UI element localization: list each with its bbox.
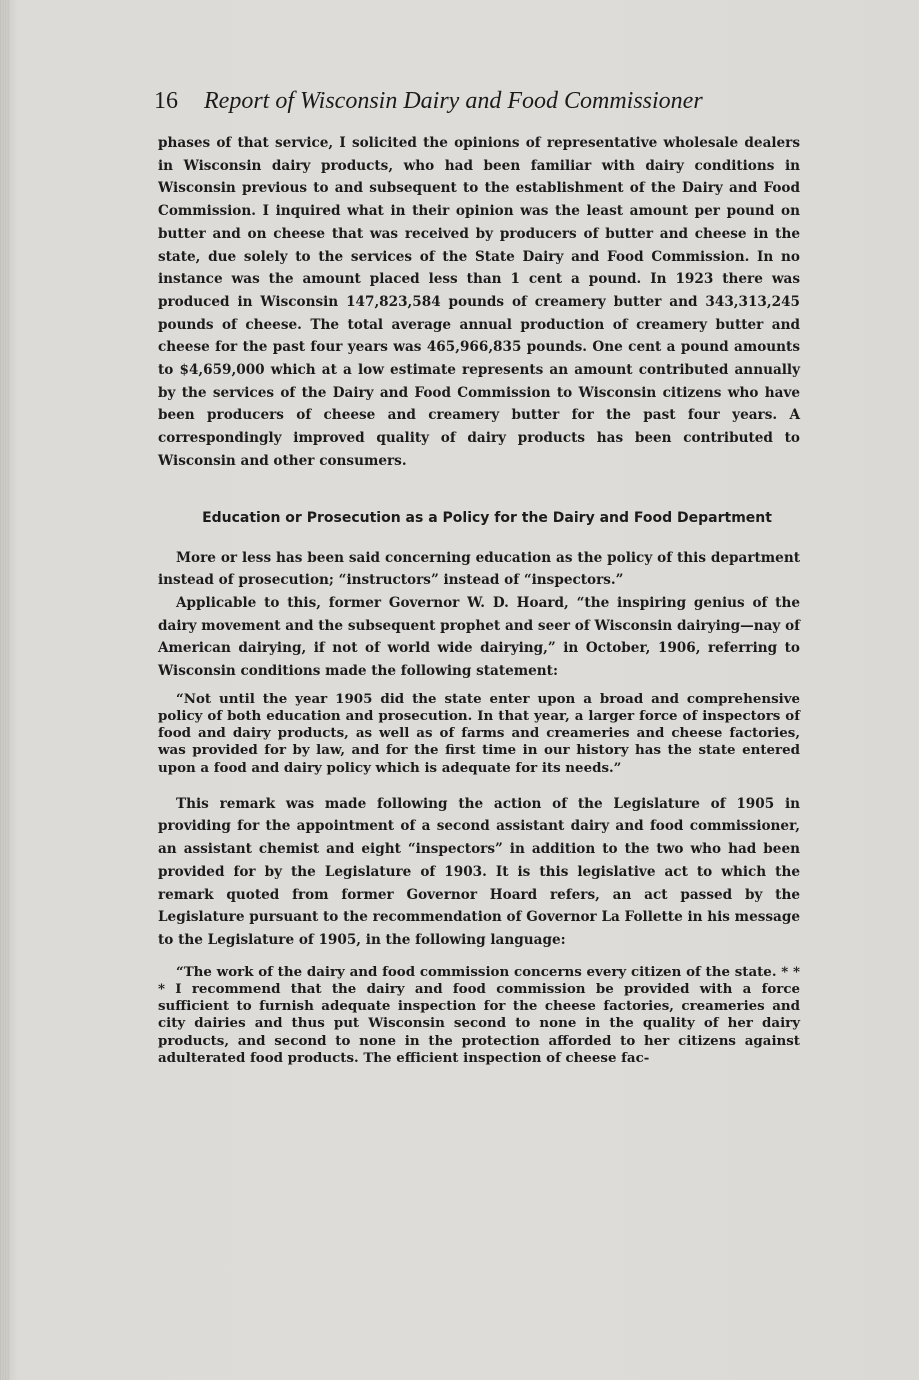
book-spine-edge	[0, 0, 10, 1380]
text-column	[154, 84, 800, 1067]
paragraph-education-policy: More or less has been said concerning education as the policy of this department instead of prosecution; “instructors” instead of “inspectors.”	[158, 549, 800, 589]
paragraph-commission-value: phases of that service, I solicited the opinions of representative wholesale dealers in Wisconsin dairy products, who had been familiar with dairy conditions in Wisconsin previous to and subsequent to the establishment of the Dairy and Food Commission. I inquired what in their opinion was the least amount per pound on butter and on cheese that was received by producers of butter and cheese in the state, due solely to the services of the State Dairy and Food Commission. In no instance was the amount placed less than 1 cent a pound. In 1923 there was produced in Wisconsin 147,823,584 pounds of creamery butter and 343,313,245 pounds of cheese. The total average annual production of creamery butter and cheese for the past four years was 465,966,835 pounds. One cent a pound amounts to $4,659,000 which at a low estimate represents an amount contributed annually by the services of the Dairy and Food Commission to Wisconsin citizens who have been producers of cheese and creamery butter for the past four years. A correspondingly improved quality of dairy products has been contributed to Wisconsin and other consumers.	[158, 135, 800, 469]
running-head	[154, 84, 800, 118]
paragraph-legislature-1905: This remark was made following the action of the Legislature of 1905 in providing for the appointment of a second assistant dairy and food commissioner, an assistant chemist and eight “inspectors” in addition to the two who had been provided for by the Legislature of 1903. It is this legislative act to which the remark quoted from former Governor Hoard refers, an act passed by the Legislature pursuant to the recommendation of Governor La Follette in his message to the Legislature of 1905, in the following language:	[158, 795, 800, 948]
block-quote-la-follette: “The work of the dairy and food commission concerns every citizen of the state. * * * I recommend that the dairy and food commission be provided with a force sufficient to furnish adequate inspection for the cheese factories, creameries and city dairies and thus put Wisconsin second to none in the quality of her dairy products, and second to none in the protection afforded to her citizens against adulterated food products. The efficient inspection of cheese fac-	[158, 963, 800, 1066]
page-number: 16	[154, 88, 178, 114]
paragraph-hoard-intro: Applicable to this, former Governor W. D. Hoard, “the inspiring genius of the dairy movement and the subsequent prophet and seer of Wisconsin dairying—nay of American dairying, if not of world wide dairying,” in October, 1906, referring to Wisconsin conditions made the following statement:	[158, 594, 800, 680]
section-heading: Education or Prosecution as a Policy for the Dairy and Food Department	[202, 509, 772, 526]
block-quote-hoard: “Not until the year 1905 did the state enter upon a broad and comprehensive policy of both education and prosecution. In that year, a larger force of inspectors of food and dairy products, as well as of farms and creameries and cheese factories, was provided for by law, and for the first time in our history has the state entered upon a food and dairy policy which is adequate for its needs.”	[158, 690, 800, 776]
running-head-title: Report of Wisconsin Dairy and Food Commissioner	[204, 88, 703, 114]
